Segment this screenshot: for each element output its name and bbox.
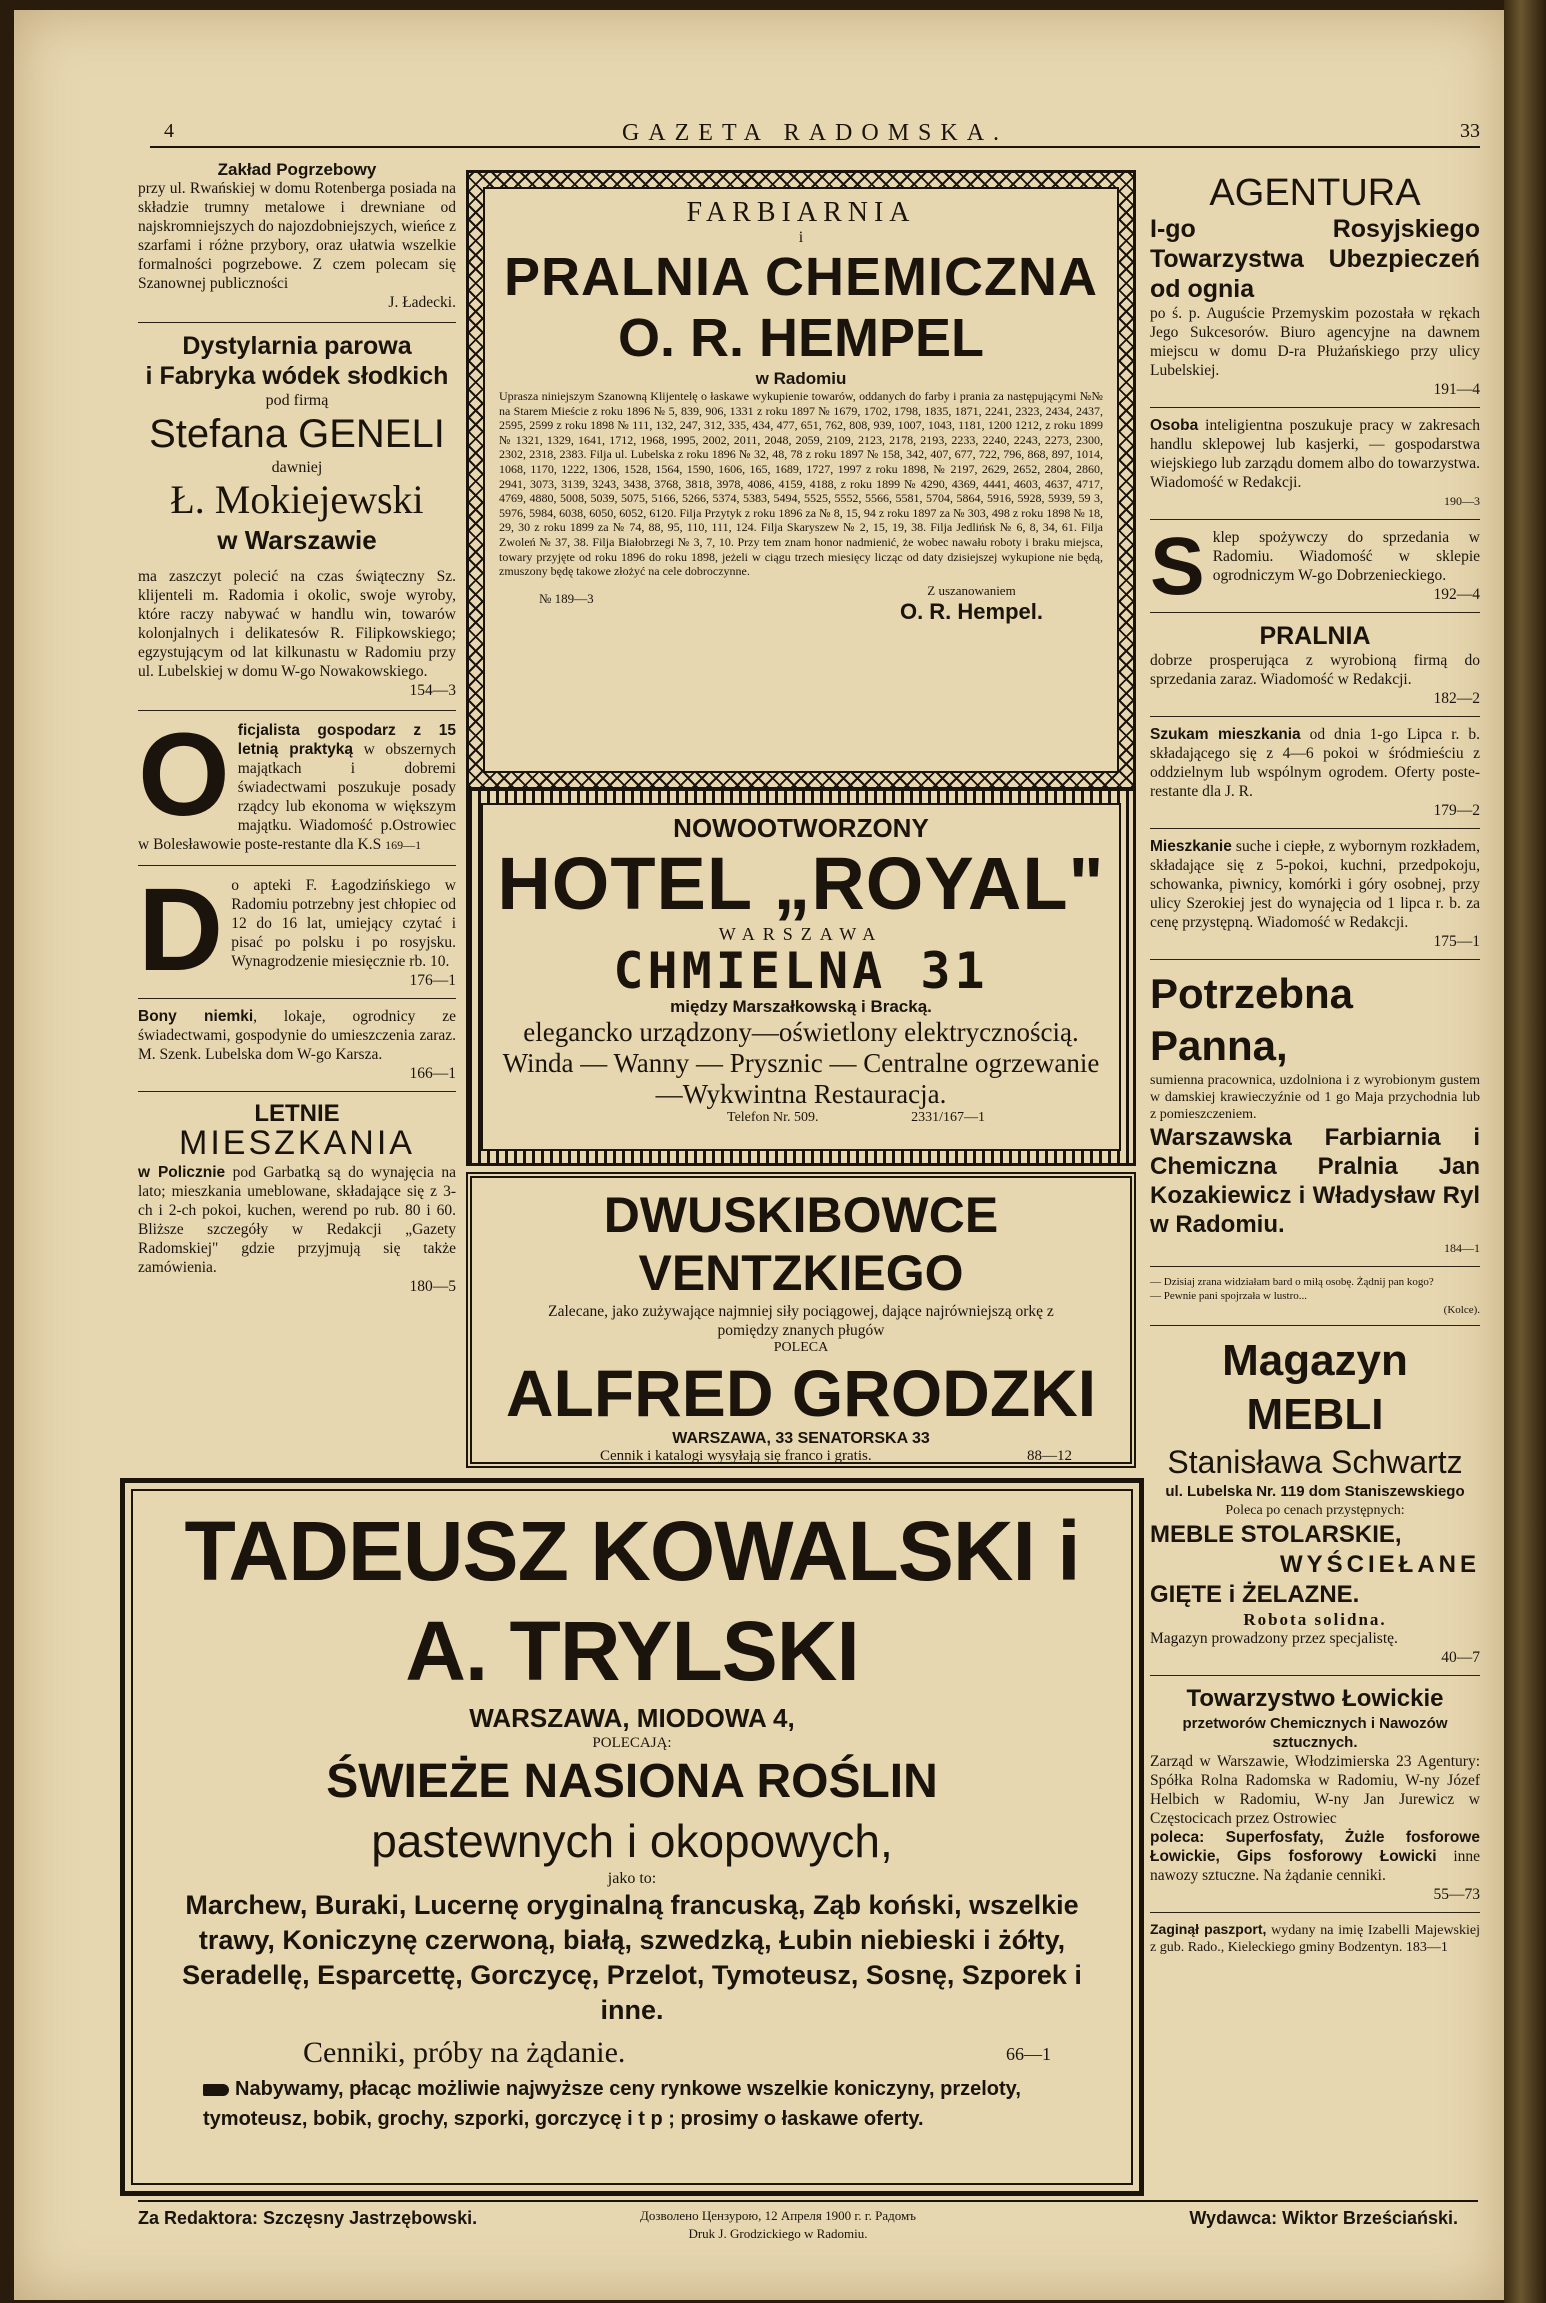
ad-number: 66—1 bbox=[1006, 2044, 1051, 2064]
ad-title: Dystylarnia parowa bbox=[182, 332, 412, 360]
ad-number: 166—1 bbox=[409, 1065, 456, 1082]
ad-address: WARSZAWA, MIODOWA 4, bbox=[469, 1703, 795, 1733]
newspaper-title: GAZETA RADOMSKA. bbox=[621, 120, 1009, 146]
ad-title: Zakład Pogrzebowy bbox=[217, 160, 377, 179]
ad-number: 88—12 bbox=[1027, 1448, 1072, 1464]
ad-text: w obszernych majątkach i dobremi świadectwami poszukuje posady rządcy lub ekonoma w większym majątku. Wiadomość p.Ostrowiec w Bolesławowie poste-restante dla K.S bbox=[138, 741, 456, 853]
ad-text: pod Garbatką są do wynajęcia na lato; mieszkania umeblowane, składające się z 3-ch i 2-ch pokoi, kuchen, werend po rub. 80 i 60. Bliższe szczegóły w Redakcji „Gazety Radomskiej" gdzie przyjmują się także zamówienia. bbox=[138, 1164, 456, 1276]
page-edge bbox=[1504, 0, 1546, 2303]
ad-text: dobrze prosperująca z wyrobioną firmą do sprzedania zaraz. Wiadomość w Redakcji. bbox=[1150, 652, 1480, 688]
ad-number: 55—73 bbox=[1433, 1886, 1480, 1903]
left-column bbox=[138, 160, 456, 1296]
ad-title: FARBIARNIA bbox=[686, 197, 916, 228]
ad-number: 191—4 bbox=[1433, 381, 1480, 398]
footer-publisher: Wydawca: Wiktor Brześciański. bbox=[1189, 2208, 1458, 2228]
ad-title: NOWOOTWORZONY bbox=[673, 813, 929, 843]
ad-title: Potrzebna Panna, bbox=[1150, 970, 1354, 1069]
ad-note: Robota solidna. bbox=[1243, 1610, 1387, 1629]
ad-shop bbox=[1150, 528, 1480, 604]
footer-printer: Druk J. Grodzickiego w Radomiu. bbox=[688, 2226, 868, 2241]
ad-text: Zalecane, jako zużywające najmniej siły pociągowej, dające najrówniejszą orkę z pomiędzy znanych pługów bbox=[548, 1303, 1054, 1339]
ad-insurance bbox=[1150, 172, 1480, 399]
ad-hotel-name: HOTEL „ROYAL" bbox=[497, 842, 1105, 925]
ad-company-name: Stefana GENELI bbox=[149, 412, 445, 456]
ad-phone: Telefon Nr. 509. bbox=[727, 1110, 819, 1125]
page-footer bbox=[138, 2200, 1478, 2262]
ad-company-name: Warszawska Farbiarnia i Chemiczna Pralnia Jan Kozakiewicz i Władysław Ryl w Radomiu. bbox=[1150, 1124, 1480, 1238]
ad-text: klep spożywczy do sprzedania w Radomiu. Wiadomość w sklepie ogrodniczym W-go Dobrzenieckiego. bbox=[1212, 529, 1480, 584]
ad-text: , lokaje, ogrodnicy ze świadectwami, gospodynie do umieszczenia zaraz. M. Szenk. Lubelska dom W-go Karsza. bbox=[138, 1008, 456, 1063]
ad-title: LETNIE bbox=[254, 1100, 340, 1127]
ad-signature: J. Ładecki. bbox=[388, 294, 456, 311]
right-column bbox=[1150, 172, 1480, 1956]
page-header bbox=[150, 120, 1480, 148]
ad-address: CHMIELNA 31 bbox=[613, 942, 989, 1000]
ad-passport: Zaginął paszport, wydany na imię Izabelli Majewskiej z gub. Rado., Kieleckiego gminy Bodzentyn. 183—1 bbox=[1150, 1921, 1480, 1955]
ad-official bbox=[138, 721, 456, 855]
ad-flat: Mieszkanie suche i ciepłe, z wybornym rozkładem, składające się z 5-pokoi, kuchni, przedpokoju, schowanka, piwnicy, komórki i góry osobnej, przy ulicy Szerokiej jest do wynajęcia od 1 lipca r. b. za cenę przystępną. Wiadomość w Redakcji. 175—1 bbox=[1150, 838, 1480, 950]
ad-products: Marchew, Buraki, Lucernę oryginalną francuską, Ząb koński, wszelkie trawy, Koniczynę czerwoną, białą, szwedzką, Łubin niebieski i żółty, Seradellę, Esparcettę, Gorczycę, Przelot, Tymoteusz, Sosnę, Szporek i inne. bbox=[182, 1890, 1082, 2025]
ad-seeds-frame bbox=[120, 1478, 1144, 2196]
ad-bold-text: w Policznie bbox=[138, 1164, 226, 1181]
ad-title: TADEUSZ KOWALSKI i A. TRYLSKI bbox=[184, 1504, 1080, 1698]
ad-text: po ś. p. Auguście Przemyskim pozostała w rękach Jego Sukcesorów. Biuro agencyjne na dawnem miejscu w domu D-ra Płużańskiego przy ulicy Lubelskiej. bbox=[1150, 305, 1480, 379]
ad-city: w Warszawie bbox=[217, 525, 377, 555]
ad-text: Zarząd w Warszawie, Włodzimierska 23 Agentury: Spółka Rolna Radomska w Radomiu, W-ny Józef Helbich w Radomiu, W-ny Jan Jurewicz w Częstocicach przez Ostrowiec bbox=[1150, 1753, 1480, 1827]
ad-laundry bbox=[1150, 621, 1480, 708]
ad-furniture bbox=[1150, 1334, 1480, 1667]
ad-number: № 189—3 bbox=[539, 590, 594, 606]
ad-title: DWUSKIBOWCE VENTZKIEGO bbox=[603, 1187, 999, 1301]
ad-seeking-flat: Szukam mieszkania od dnia 1-go Lipca r. b. składającego się z 4—6 pokoi w śródmieściu z oddzielnym lub wspólnym ogrodem. Oferty poste-restante dla J. R. 179—2 bbox=[1150, 726, 1480, 819]
ad-number: 179—2 bbox=[1433, 802, 1480, 819]
ad-text: suche i ciepłe, z wybornym rozkładem, składające się z 5-pokoi, kuchni, przedpokoju, schowanka, piwnicy, komórki i góry osobnej, przy ulicy Szerokiej jest do wynajęcia od 1 lipca r. b. za cenę przystępną. Wiadomość w Redakcji. bbox=[1150, 838, 1480, 931]
ad-title: Towarzystwo Łowickie bbox=[1186, 1685, 1444, 1712]
ad-subtitle: przetworów Chemicznych i Nawozów sztucznych. bbox=[1182, 1715, 1448, 1751]
ad-product-2: WYŚCIEŁANE bbox=[1279, 1551, 1480, 1578]
ad-text: inteligientna poszukuje pracy w zakresach handlu sklepowej lub kasjerki, — gospodarstwa wiejskiego lub zarządu domem albo do towarzystwa. Wiadomość w Redakcji. bbox=[1150, 417, 1480, 491]
ad-number: 182—2 bbox=[1433, 690, 1480, 707]
ad-owner: Stanisława Schwartz bbox=[1167, 1444, 1463, 1480]
ad-text: Uprasza niniejszym Szanowną Klijentelę o łaskawe wykupienie towarów, oddanych do farby i prania za następującymi №№ na Starem Mieście z roku 1896 № 5, 839, 906, 1331 z roku 1897 № 1679, 1702, 1798, 1835, 1871, 2241, 2323, 2434, 2437, 2595, 2599 z roku 1898 № 111, 132, 247, 312, 335, 434, 477, 651, 762, 808, 939, 1007, 1043, 1181, 1200 1212, z roku 1899 № 1321, 1329, 1641, 1712, 1968, 1995, 2002, 2011, 2048, 2059, 2109, 2123, 2178, 2193, 2233, 2240, 2243, 2273, 2300, 2302, 2318, 2383. Filja ul. Lubelska z roku 1896 № 32, 48, 78 z roku 1897 № 158, 342, 407, 677, 722, 796, 868, 897, 1014, 1068, 1170, 1222, 1306, 1528, 1564, 1590, 1606, 165, 1689, 1727, 1997 z roku 1898, № 2197, 2629, 2652, 2804, 2860, 2941, 3073, 3139, 3243, 3438, 3768, 3818, 3978, 4086, 4159, 4188, z roku 1899 № 4290, 4369, 4441, 4603, 4637, 4717, 4769, 4880, 5008, 5039, 5075, 5166, 5266, 5374, 5383, 5494, 5525, 5552, 5566, 5581, 5704, 5864, 5916, 5928, 5939, 59 3, 5976, 5984, 6038, 6050, 6052, 6120. Filja Przytyk z roku 1896 za № 8, 15, 94 z roku 1897 za № 303, 498 z roku 1898 № 18, 29, 30 z roku 1899 za № 74, 88, 95, 110, 111, 124. Filja Skaryszew № 2, 15, 19, 38. Filja Jedlińsk № 6, 8, 34, 61. Filja Zwoleń № 37, 38. Filja Białobrzegi № 3, 7, 10. Przy tem znam honor nadmienić, że wobec nawału roboty i braku miejsca, towary przyjęte od roku 1896 do roku 1898, jeżeli w ciągu trzech miesięcy licząc od daty dzisiejszej wykupione nie będą, zmuszony będę takowe złożyć na cele dobroczynne. bbox=[499, 389, 1103, 579]
ad-text: od dnia 1-go Lipca r. b. składającego się z 4—6 pokoi w śródmieściu z oddzielnym lub wspólnym ogrodem. Oferty poste-restante dla J. R. bbox=[1150, 726, 1480, 800]
ad-text: ma zaszczyt polecić na czas świąteczny Sz. klijenteli m. Radomia i okolic, swoje wyroby, które raczy nabywać w handlu win, towarów kolonjalnych i delikatesów R. Filipkowskiego; egzystującym od lat kilkunastu w Radomiu przy ul. Lubelskiej w domu W-go Nowakowskiego. bbox=[138, 568, 456, 680]
ad-number: 175—1 bbox=[1433, 933, 1480, 950]
footer-editor: Za Redaktora: Szczęsny Jastrzębowski. bbox=[138, 2208, 478, 2228]
page-number-left: 4 bbox=[164, 120, 174, 142]
ad-address: WARSZAWA, 33 SENATORSKA 33 bbox=[672, 1430, 930, 1447]
drop-cap: D bbox=[138, 876, 224, 990]
ad-company-name: O. R. HEMPEL bbox=[617, 308, 985, 368]
ad-text: eleganckо urządzony—oświetlony elektrycznością. Winda — Wanny — Prysznic — Centralne ogrzewanie—Wykwintna Restauracja. bbox=[502, 1017, 1100, 1109]
ad-address: ul. Lubelska Nr. 119 dom Staniszewskiego bbox=[1165, 1483, 1465, 1500]
ad-label-2: jako to: bbox=[607, 1870, 657, 1887]
ad-conj: i bbox=[798, 229, 804, 246]
ad-distillery bbox=[138, 331, 456, 700]
ad-text: przy ul. Rwańskiej w domu Rotenberga posiada na składzie trumny metalowe i drewniane od najskromniejszych do najozdobniejszych, wieńce z szarfami i różne przybory, oraz ułatwia wszelkie formalności pogrzebowe. Z czem polecam się Szanownej publiczności bbox=[138, 180, 456, 292]
ad-bold-text: ficjalista gospodarz z 15 letnią praktyką bbox=[237, 722, 456, 758]
ad-lowicz: Towarzystwo Łowickie przetworów Chemicznych i Nawozów sztucznych. Zarząd w Warszawie, Włodzimierska 23 Agentury: Spółka Rolna Radomska w Radomiu, W-ny Józef Helbich w Radomiu, W-ny Jan Jurewicz w Częstocicach przez Ostrowiec poleca: Superfosfaty, Żużle fosforowe Łowickie, Gips fosforowy Łowicki inne nawozy sztuczne. Na żądanie cenniki. 55—73 bbox=[1150, 1685, 1481, 1903]
ad-title: AGENTURA bbox=[1209, 172, 1421, 214]
ad-number: 184—1 bbox=[1444, 1241, 1480, 1255]
ad-text-2: Cennik i katalogi wysyłają się franco i gratis. bbox=[600, 1448, 872, 1464]
ad-ploughs bbox=[466, 1172, 1136, 1468]
ad-title-2: MIESZKANIA bbox=[179, 1124, 415, 1162]
footer-censor: Дозволено Цензурою, 12 Апреля 1900 г. г. Радомъ bbox=[640, 2208, 916, 2223]
ad-product: MEBLE STOLARSKIE, bbox=[1150, 1521, 1402, 1548]
ad-company-name: ALFRED GRODZKI bbox=[505, 1356, 1097, 1430]
ad-text: Magazyn prowadzony przez specjalistę. bbox=[1150, 1630, 1398, 1647]
ad-headline-2: pastewnych i okopowych, bbox=[371, 1815, 893, 1867]
ad-subaddress: między Marszałkowską i Bracką. bbox=[670, 997, 932, 1016]
ad-title-2: I-go Rosyjskiego Towarzystwa Ubezpieczeń od ognia bbox=[1150, 215, 1480, 303]
ad-number: 176—1 bbox=[409, 972, 456, 989]
ad-product-3: GIĘTE i ŻELAZNE. bbox=[1150, 1581, 1360, 1608]
ad-person: Osoba inteligientna poszukuje pracy w zakresach handlu sklepowej lub kasjerki, — gospodarstwa wiejskiego lub zarządu domem albo do towarzystwa. Wiadomość w Redakcji. 190—3 bbox=[1150, 416, 1480, 511]
ad-title-2: PRALNIA CHEMICZNA bbox=[504, 247, 1098, 307]
ad-funeral bbox=[138, 160, 456, 312]
ad-number: 2331/167—1 bbox=[911, 1110, 985, 1125]
ad-signature: O. R. Hempel. bbox=[899, 598, 1043, 624]
ad-pharmacy bbox=[138, 876, 456, 990]
ad-text: o apteki F. Łagodzińskiego w Radomiu potrzebny jest chłopiec od 12 do 16 lat, umiejący czytać i pisać po polsku i po rosyjsku. Wynagrodzenie miesięcznie rb. 10. bbox=[231, 877, 456, 970]
ad-number: 190—3 bbox=[1444, 494, 1480, 508]
page-number-right: 33 bbox=[1460, 120, 1480, 142]
drop-cap: S bbox=[1150, 528, 1205, 604]
ad-dyeworks-frame bbox=[466, 170, 1136, 790]
ad-offer: Cenniki, próby na żądanie. bbox=[303, 2036, 626, 2069]
ad-summer-flats bbox=[138, 1100, 456, 1296]
ad-nannies bbox=[138, 1007, 456, 1083]
ad-number: 180—5 bbox=[409, 1278, 456, 1295]
joke: — Dzisiaj zrana widziałam bard o miłą osobę. Żądnij pan kogo? — Pewnie pani spojrzała w lustro... (Kolce). bbox=[1150, 1276, 1480, 1316]
ad-text: sumienna pracownica, uzdolniona i z wyrobionym gustem w damskiej krawieczyźnie od 1 go Maja przychodnia lub z pomieszczeniem. bbox=[1150, 1073, 1480, 1122]
ad-company-name-2: Ł. Mokiejewski bbox=[170, 477, 424, 522]
ad-number: 40—7 bbox=[1441, 1649, 1480, 1666]
ad-closing: Z uszanowaniem bbox=[927, 582, 1016, 598]
ad-label: Poleca po cenach przystępnych: bbox=[1225, 1503, 1405, 1518]
drop-cap: O bbox=[138, 721, 230, 841]
pointing-hand-icon bbox=[203, 2084, 229, 2096]
ad-label: POLECAJĄ: bbox=[592, 1735, 672, 1751]
ad-number: 183—1 bbox=[1405, 1940, 1448, 1955]
ad-title: PRALNIA bbox=[1259, 622, 1371, 650]
ad-city: w Radomiu bbox=[755, 369, 847, 388]
ad-number: 192—4 bbox=[1433, 586, 1480, 603]
ad-city: WARSZAWA bbox=[718, 924, 884, 944]
ad-label-2: dawniej bbox=[271, 459, 323, 476]
ad-title-2: i Fabryka wódek słodkich bbox=[145, 362, 449, 390]
ad-seamstress bbox=[1150, 968, 1480, 1258]
ad-title: Magazyn MEBLI bbox=[1222, 1336, 1408, 1439]
ad-buying: Nabywamy, płacąc możliwie najwyższe ceny rynkowe wszelkie koniczyny, przeloty, tymoteusz, bobik, grochy, szporki, gorczycę i t p ; prosimy o łaskawe oferty. bbox=[203, 2078, 1021, 2130]
ad-hotel-frame bbox=[466, 788, 1136, 1166]
ad-number: 169—1 bbox=[385, 838, 422, 852]
ad-label: POLECA bbox=[773, 1340, 829, 1355]
ad-number: 154—3 bbox=[409, 682, 456, 699]
ad-bold-text: Bony niemki bbox=[138, 1008, 254, 1025]
ad-label: pod firmą bbox=[265, 392, 329, 409]
ad-headline: ŚWIEŻE NASIONA ROŚLIN bbox=[326, 1755, 938, 1808]
